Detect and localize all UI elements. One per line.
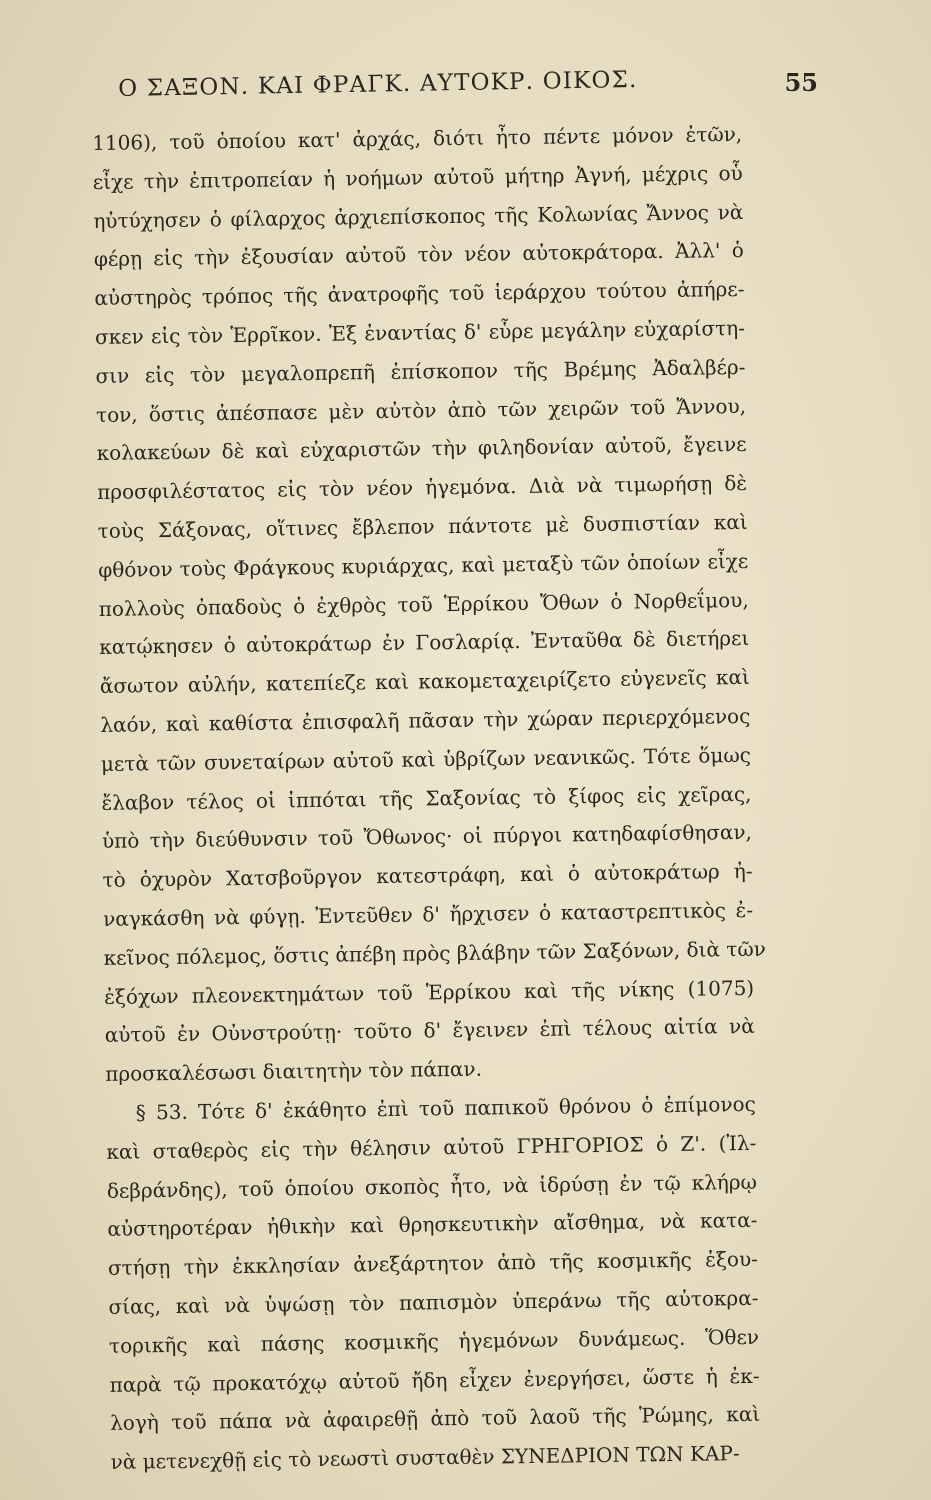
text-line: σιν εἰς τὸν μεγαλοπρεπῆ ἐπίσκοπον τῆς Βρέμης Ἀδαλβέρ-: [95, 354, 746, 388]
text-line: κολακεύων δὲ καὶ εὐχαριστῶν τὴν φιληδονίαν αὐτοῦ, ἔγεινε: [96, 432, 747, 466]
text-line: παρὰ τῷ προκατόχῳ αὐτοῦ ἤδη εἶχεν ἐνεργήσει, ὥστε ἡ ἐκ-: [109, 1363, 760, 1397]
text-line: αὐστηροτέραν ἠθικὴν καὶ θρησκευτικὴν αἴσθημα, νὰ κατα-: [107, 1208, 758, 1242]
text-line: προσκαλέσωσι διαιτητὴν τὸν πάπαν.: [105, 1056, 483, 1087]
running-head: Ο ΣΑΞΟΝ. ΚΑΙ ΦΡΑΓΚ. ΑΥΤΟΚΡ. ΟΙΚΟΣ.: [118, 66, 638, 102]
text-line: τον, ὅστις ἀπέσπασε μὲν αὐτὸν ἀπὸ τῶν χειρῶν τοῦ Ἄννου,: [95, 393, 747, 427]
text-line: ηὐτύχησεν ὁ φίλαρχος ἀρχιεπίσκοπος τῆς Κολωνίας Ἄννος νὰ: [93, 199, 744, 233]
body-text: [92, 115, 766, 1482]
text-line: ἔλαβον τέλος οἱ ἱππόται τῆς Σαξονίας τὸ ξίφος εἰς χεῖρας,: [101, 781, 752, 815]
text-line: μετὰ τῶν συνεταίρων αὐτοῦ καὶ ὑβρίζων νεανικῶς. Τότε ὅμως: [100, 742, 752, 776]
text-line: τορικῆς καὶ πάσης κοσμικῆς ἡγεμόνων δυνάμεως. Ὅθεν: [108, 1324, 760, 1358]
text-line: ὑπὸ τὴν διεύθυνσιν τοῦ Ὄθωνος· οἱ πύργοι κατηδαφίσθησαν,: [101, 820, 753, 854]
text-line: δεβράνδης), τοῦ ὁποίου σκοπὸς ἦτο, νὰ ἱδρύσῃ ἐν τῷ κλήρῳ: [106, 1169, 757, 1203]
text-line: εἶχε τὴν ἐπιτροπείαν ἡ νοήμων αὐτοῦ μήτηρ Ἀγνή, μέχρις οὗ: [92, 160, 743, 194]
text-line: σκεν εἰς τὸν Ἑρρῖκον. Ἐξ ἐναντίας δ' εὗρε μεγάλην εὐχαρίστη-: [94, 315, 746, 349]
text-line: σίας, καὶ νὰ ὑψώσῃ τὸν παπισμὸν ὑπεράνω τῆς αὐτοκρα-: [108, 1285, 759, 1319]
text-line: ἄσωτον αὐλήν, κατεπίεζε καὶ κακομεταχειρίζετο εὐγενεῖς καὶ: [99, 665, 750, 699]
text-line: ἐξόχων πλεονεκτημάτων τοῦ Ἑρρίκου καὶ τῆς νίκης (1075): [104, 975, 755, 1009]
text-line: αὐτοῦ ἐν Οὐνστρούτῃ· τοῦτο δ' ἔγεινεν ἐπὶ τέλους αἰτία νὰ: [104, 1014, 755, 1048]
text-line: προσφιλέστατος εἰς τὸν νέον ἡγεμόνα. Διὰ νὰ τιμωρήσῃ δὲ: [96, 471, 748, 505]
text-line: ναγκάσθη νὰ φύγῃ. Ἐντεῦθεν δ' ἤρχισεν ὁ καταστρεπτικὸς ἐ-: [102, 897, 754, 931]
page-number: 55: [784, 68, 818, 97]
text-line: λαόν, καὶ καθίστα ἐπισφαλῆ πᾶσαν τὴν χώραν περιερχόμενος: [100, 703, 751, 737]
text-line: τοὺς Σάξονας, οἵτινες ἔβλεπον πάντοτε μὲ δυσπιστίαν καὶ: [97, 509, 748, 543]
page-header: [118, 66, 818, 116]
text-line: κατῴκησεν ὁ αὐτοκράτωρ ἐν Γοσλαρίᾳ. Ἐνταῦθα δὲ διετήρει: [99, 626, 750, 660]
text-line: αὐστηρὸς τρόπος τῆς ἀνατροφῆς τοῦ ἱεράρχου τούτου ἀπήρε-: [94, 277, 745, 311]
text-line: καὶ σταθερὸς εἰς τὴν θέλησιν αὐτοῦ ΓΡΗΓΟΡΙΟΣ ὁ Ζ'. (Ἰλ-: [106, 1130, 757, 1164]
text-line: λογὴ τοῦ πάπα νὰ ἀφαιρεθῇ ἀπὸ τοῦ λαοῦ τῆς Ῥώμης, καὶ: [109, 1402, 761, 1436]
text-line: κεῖνος πόλεμος, ὅστις ἀπέβη πρὸς βλάβην τῶν Σαξόνων, διὰ τῶν: [103, 936, 766, 970]
text-line: 1106), τοῦ ὁποίου κατ' ἀρχάς, διότι ἦτο πέντε μόνον ἐτῶν,: [92, 121, 743, 155]
text-line: τὸ ὀχυρὸν Χατσβοῦργον κατεστράφη, καὶ ὁ αὐτοκράτωρ ἠ-: [102, 858, 753, 893]
text-line: νὰ μετενεχθῇ εἰς τὸ νεωστὶ συσταθὲν ΣΥΝΕΔΡΙΟΝ ΤΩΝ ΚΑΡ-: [110, 1441, 740, 1474]
text-line: § 53. Τότε δ' ἐκάθητο ἐπὶ τοῦ παπικοῦ θρόνου ὁ ἐπίμονος: [135, 1091, 756, 1125]
text-line: φθόνον τοὺς Φράγκους κυριάρχας, καὶ μεταξὺ τῶν ὁποίων εἶχε: [98, 548, 749, 582]
text-line: πολλοὺς ὀπαδοὺς ὁ ἐχθρὸς τοῦ Ἑρρίκου Ὄθων ὁ Νορθεΐμου,: [98, 587, 749, 621]
text-line: στήσῃ τὴν ἐκκλησίαν ἀνεξάρτητον ἀπὸ τῆς κοσμικῆς ἐξου-: [107, 1246, 759, 1280]
text-line: φέρῃ εἰς τὴν ἐξουσίαν αὐτοῦ τὸν νέον αὐτοκράτορα. Ἀλλ' ὁ: [93, 238, 744, 272]
